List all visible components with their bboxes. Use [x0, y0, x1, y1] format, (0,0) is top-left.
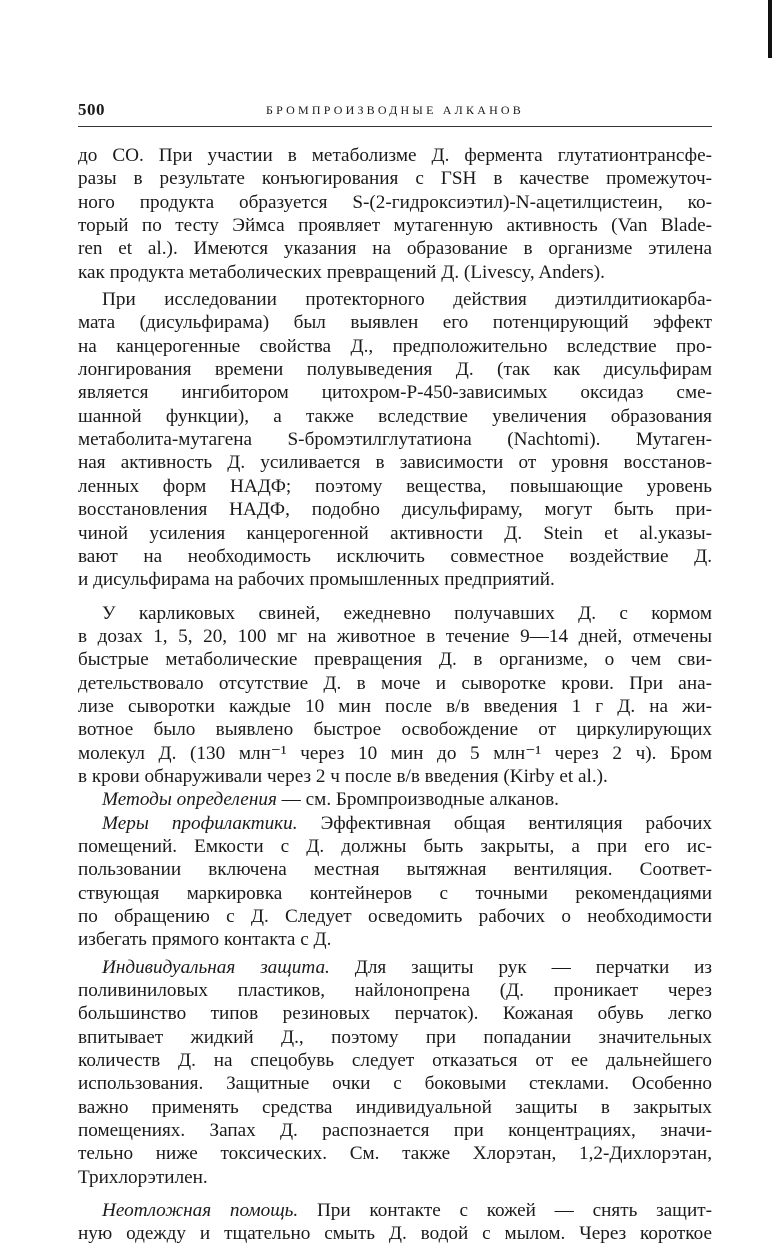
section-text: Для защиты рук — перчатки из: [329, 956, 712, 978]
text-line: [78, 956, 712, 979]
text-line: ren et al.). Имеются указания на образование в организме этилена: [78, 238, 712, 260]
text-line: метаболита-мутагена S-бромэтилглутатиона (Nachtomi). Мутаген-: [78, 429, 712, 451]
text-line: ного продукта образуется S-(2-гидроксиэтил)-N-ацетилцистеин, ко-: [78, 191, 712, 213]
text-line: лонгирования времени полувыведения Д. (так как дисульфирам: [78, 359, 712, 381]
page-header: [78, 98, 712, 122]
section-detection-methods: [78, 788, 712, 811]
text-line: молекул Д. (130 млн⁻¹ через 10 мин до 5 млн⁻¹ через 2 ч). Бром: [78, 742, 712, 764]
text-line: ная активность Д. усиливается в зависимости от уровня восстанов-: [78, 452, 712, 474]
section-heading: Меры профилактики.: [102, 812, 298, 834]
paragraph-disulfiram: [78, 288, 712, 591]
section-first-aid: [78, 1199, 712, 1246]
text-line: чиной усиления канцерогенной активности Д. Stein et al.указы-: [78, 522, 712, 544]
page-body: [78, 144, 712, 1246]
text-line: быстрые метаболические превращения Д. в организме, о чем сви-: [78, 649, 712, 671]
section-text: — см. Бромпроизводные алканов.: [276, 789, 559, 811]
running-title: БРОМПРОИЗВОДНЫЕ АЛКАНОВ: [266, 103, 525, 117]
text-line: поливиниловых пластиков, найлонопрена (Д. проникает через: [78, 980, 712, 1002]
text-line: детельствовало отсутствие Д. в моче и сыворотке крови. При ана-: [78, 672, 712, 694]
text-line: в дозах 1, 5, 20, 100 мг на животное в течение 9—14 дней, отмечены: [78, 625, 712, 647]
text-line: лизе сыворотки каждые 10 мин после в/в введения 1 г Д. на жи-: [78, 695, 712, 717]
text-line: У карликовых свиней, ежедневно получавших Д. с кормом: [102, 602, 712, 624]
section-heading: Индивидуальная защита.: [102, 956, 330, 978]
page-edge-mark: [768, 0, 772, 58]
text-line: количеств Д. на спецобувь следует отказаться от ее дальнейшего: [78, 1050, 712, 1072]
section-heading: Неотложная помощь.: [102, 1200, 299, 1222]
text-line: мата (дисульфирама) был выявлен его потенцирующий эффект: [78, 312, 712, 334]
text-line: является ингибитором цитохром-P-450-зависимых оксидаз сме-: [78, 382, 712, 404]
text-line: При исследовании протекторного действия диэтилдитиокарба-: [102, 289, 712, 311]
text-line: вотное было выявлено быстрое освобождение от циркулирующих: [78, 719, 712, 741]
text-line: вают на необходимость исключить совместное воздействие Д.: [78, 545, 712, 567]
page-number: 500: [78, 100, 105, 119]
text-line: пользовании включена местная вытяжная вентиляция. Соответ-: [78, 859, 712, 881]
text-line: как продукта метаболических превращений Д. (Livescy, Anders).: [78, 261, 605, 283]
text-line: [78, 812, 712, 835]
text-line: восстановления НАДФ, подобно дисульфираму, могут быть при-: [78, 499, 712, 521]
text-line: шанной функции), а также вследствие увеличения образования: [78, 405, 712, 427]
text-line: помещениях. Запах Д. распознается при концентрациях, значи-: [78, 1120, 712, 1142]
text-line: на канцерогенные свойства Д., предположительно вследствие про-: [78, 335, 712, 357]
text-line: использования. Защитные очки с боковыми стеклами. Особенно: [78, 1073, 712, 1095]
header-rule: [78, 126, 712, 127]
text-line: помещений. Емкости с Д. должны быть закрыты, а при его ис-: [78, 835, 712, 857]
text-line: ствующая маркировка контейнеров с точными рекомендациями: [78, 882, 712, 904]
section-personal-protection: [78, 956, 712, 1189]
section-prevention: [78, 812, 712, 952]
text-line: торый по тесту Эймса проявляет мутагенную активность (Van Blade-: [78, 215, 712, 237]
text-line: [78, 788, 712, 811]
paragraph-metabolism: [78, 144, 712, 284]
text-line: большинство типов резиновых перчаток). Кожаная обувь легко: [78, 1003, 712, 1025]
paragraph-pigs-study: [78, 602, 712, 789]
section-text: Эффективная общая вентиляция рабочих: [297, 812, 712, 834]
text-line: в крови обнаруживали через 2 ч после в/в введения (Kirby et al.).: [78, 765, 608, 787]
text-line: ную одежду и тщательно смыть Д. водой с мылом. Через короткое: [78, 1223, 712, 1245]
text-line: [78, 1199, 712, 1222]
text-line: до CO. При участии в метаболизме Д. фермента глутатионтрансфе-: [78, 145, 712, 166]
text-line: важно применять средства индивидуальной защиты в закрытых: [78, 1096, 712, 1118]
section-heading: Методы определения: [102, 789, 277, 811]
text-line: тельно ниже токсических. См. также Хлорэтан, 1,2-Дихлорэтан,: [78, 1143, 712, 1165]
text-line: ленных форм НАДФ; поэтому вещества, повышающие уровень: [78, 475, 712, 497]
text-line: избегать прямого контакта с Д.: [78, 929, 332, 951]
text-line: разы в результате конъюгирования с ГSH в качестве промежуточ-: [78, 168, 712, 190]
text-line: Трихлорэтилен.: [78, 1166, 208, 1188]
text-line: впитывает жидкий Д., поэтому при попадании значительных: [78, 1026, 712, 1048]
section-text: При контакте с кожей — снять защит-: [298, 1200, 712, 1222]
text-line: по обращению с Д. Следует осведомить рабочих о необходимости: [78, 906, 712, 927]
text-line: и дисульфирама на рабочих промышленных предприятий.: [78, 569, 555, 591]
